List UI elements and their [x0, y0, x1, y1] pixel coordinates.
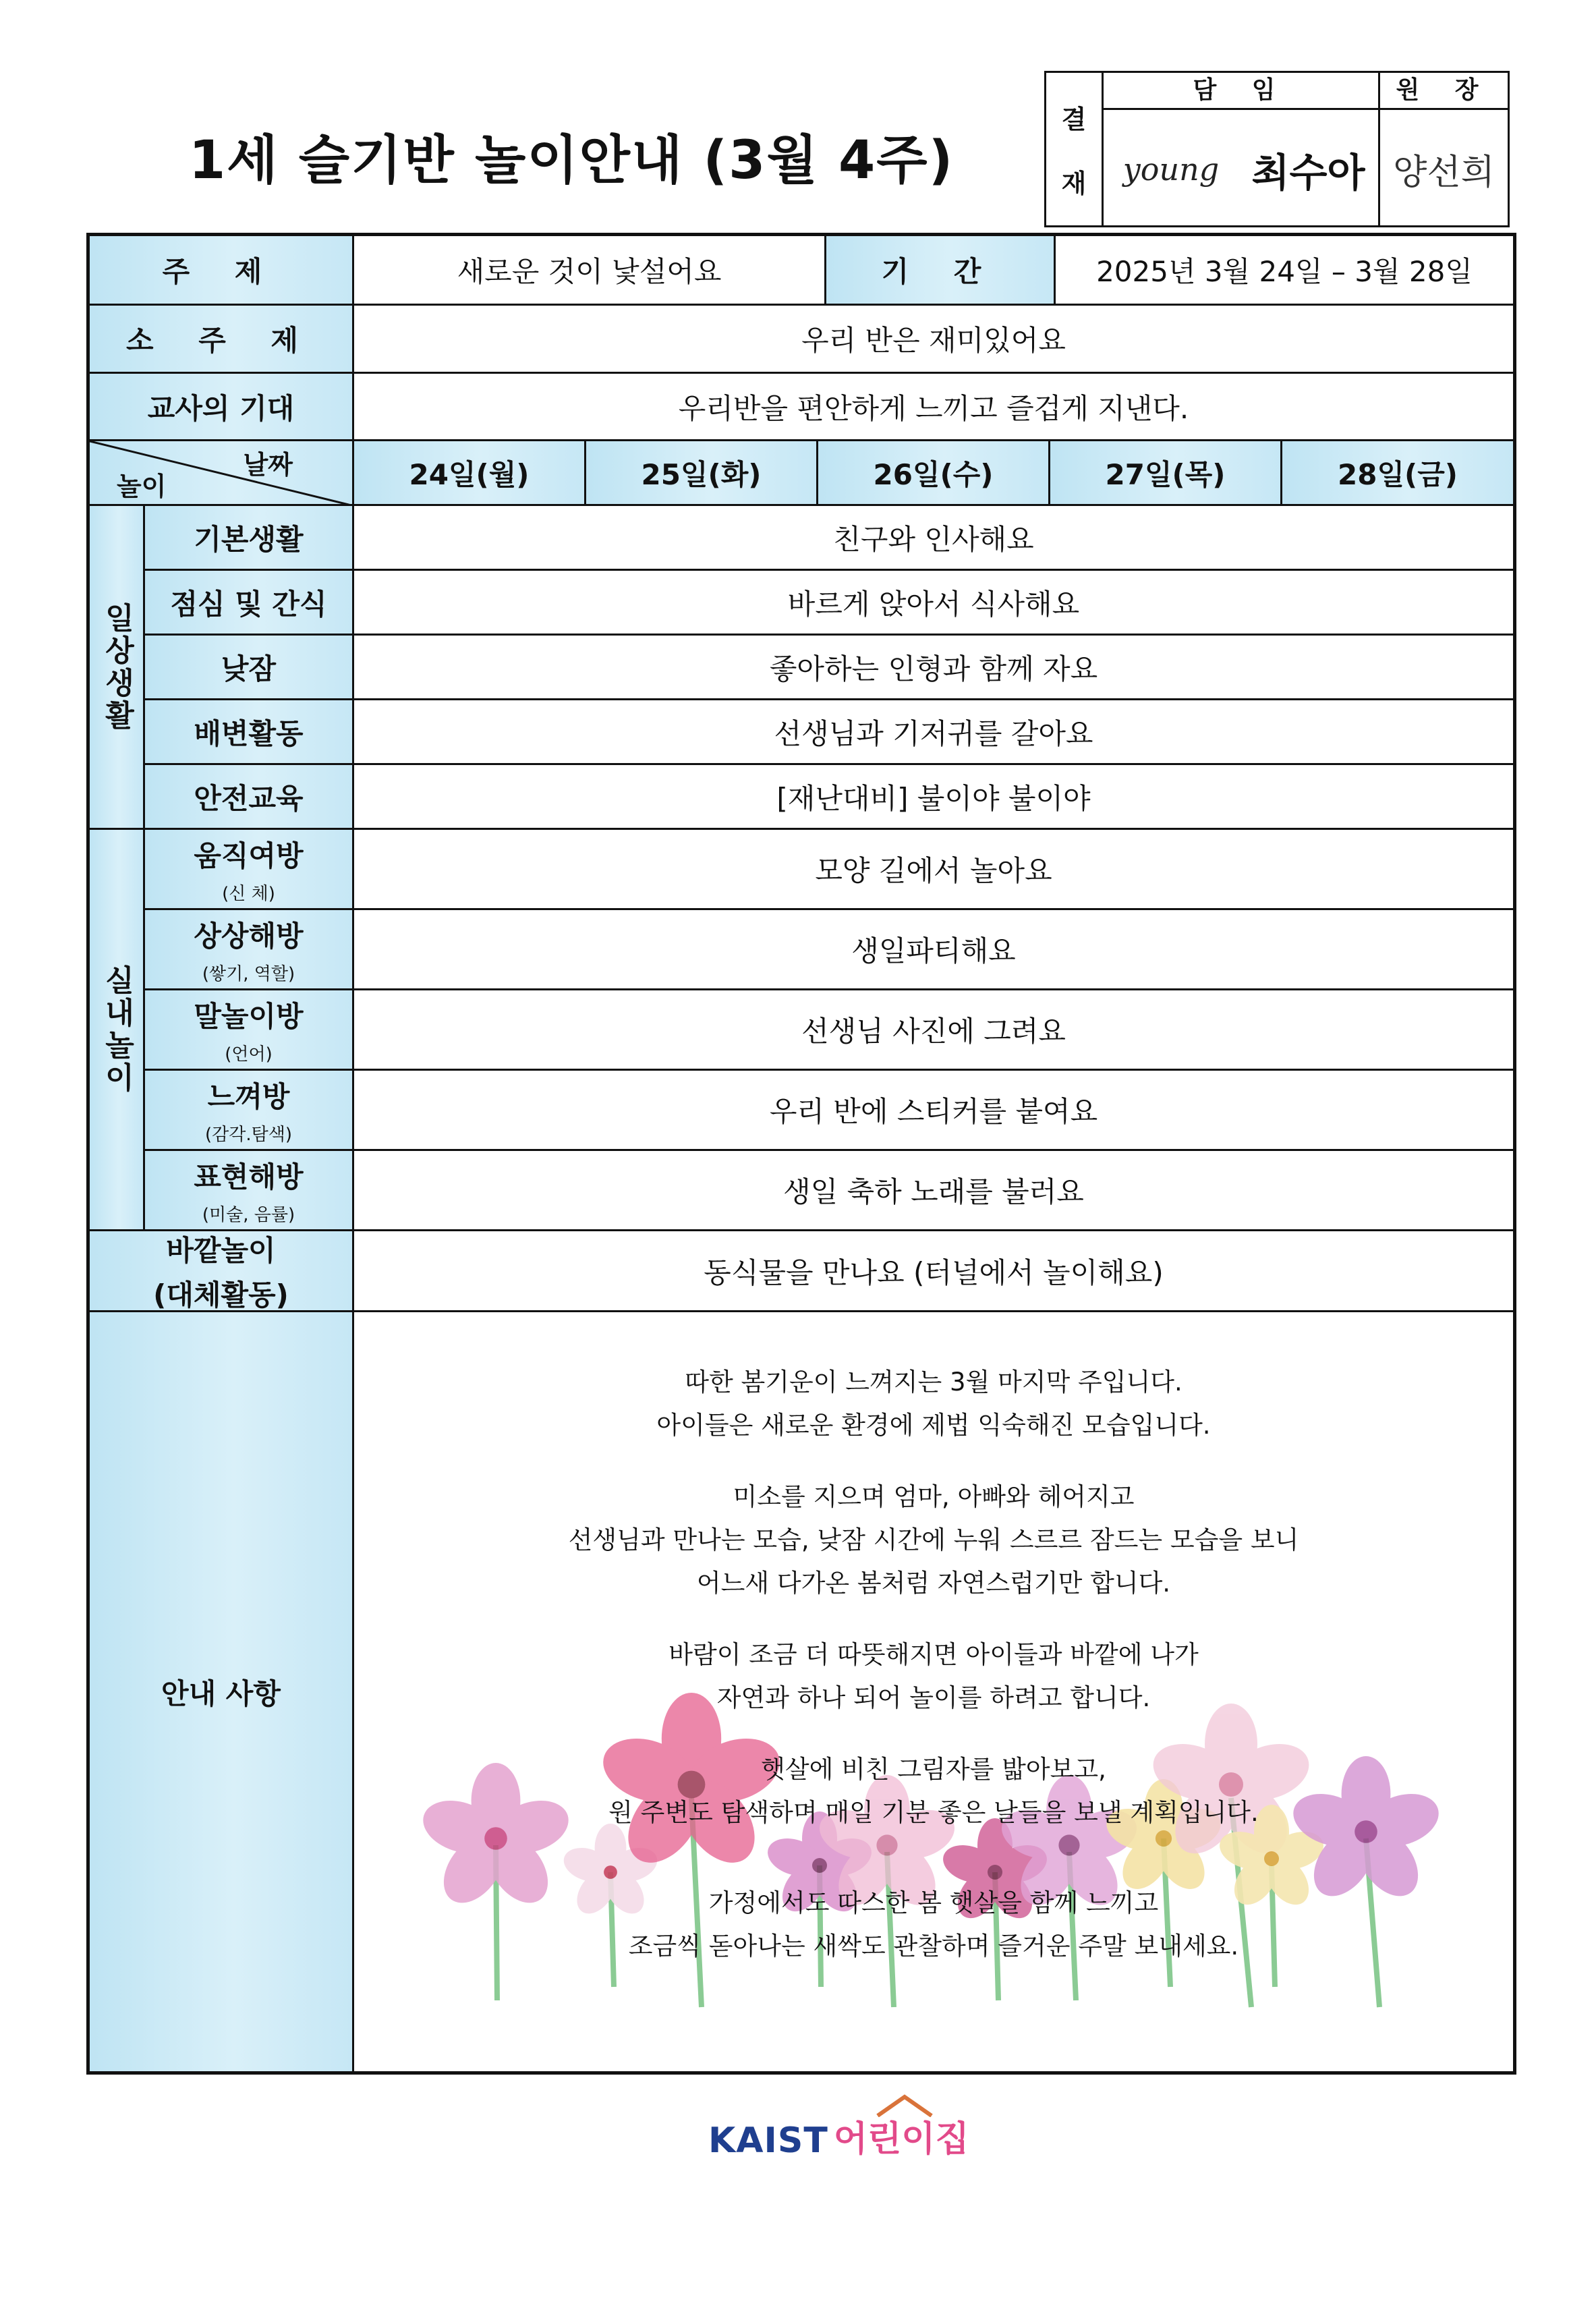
notice-line: 선생님과 만나는 모습, 낮잠 시간에 누워 스르르 잠드는 모습을 보니	[568, 1525, 1299, 1554]
daily-row-value: [재난대비] 불이야 불이야	[354, 765, 1513, 830]
daily-row-label: 낮잠	[145, 636, 354, 700]
outdoor-label	[90, 1231, 354, 1312]
logo-daycare-text	[834, 2110, 969, 2161]
date-corner-cell	[90, 441, 354, 506]
indoor-row-label	[145, 990, 354, 1071]
approval-label-bottom: 재	[1061, 169, 1087, 198]
indoor-row-label	[145, 830, 354, 910]
period-label: 기 간	[826, 236, 1056, 306]
day-header-wed: 26일(수)	[818, 441, 1050, 506]
notice-line: 햇살에 비친 그림자를 밟아보고,	[761, 1755, 1106, 1784]
notice-line: 조금씩 돋아나는 새싹도 관찰하며 즐거운 주말 보내세요.	[628, 1932, 1239, 1961]
daily-row-value: 선생님과 기저귀를 갈아요	[354, 700, 1513, 765]
indoor-row-value: 선생님 사진에 그려요	[354, 990, 1513, 1071]
indoor-room-name: 움직여방	[194, 839, 304, 872]
corner-date-label: 날짜	[243, 450, 293, 480]
indoor-room-name: 표현해방	[194, 1160, 304, 1193]
corner-play-label: 놀이	[117, 472, 167, 501]
expectation-value: 우리반을 편안하게 느끼고 즐겁게 지낸다.	[354, 374, 1513, 441]
indoor-row-value: 모양 길에서 놀아요	[354, 830, 1513, 910]
indoor-room-sub: (감각.탐색)	[204, 1124, 293, 1145]
daily-row-label: 안전교육	[145, 765, 354, 830]
signature-teacher-2: 최수아	[1251, 149, 1365, 196]
kaist-daycare-logo	[708, 2110, 969, 2161]
indoor-room-sub: (미술, 음률)	[202, 1204, 295, 1225]
day-header-tue: 25일(화)	[586, 441, 818, 506]
notice-text	[354, 1361, 1513, 1996]
period-value: 2025년 3월 24일 – 3월 28일	[1056, 236, 1513, 306]
schedule-table	[86, 233, 1516, 2075]
indoor-play-group-label	[90, 830, 145, 1231]
indoor-room-sub: (쌓기, 역할)	[202, 963, 295, 984]
homeroom-header: 담 임	[1104, 73, 1378, 110]
indoor-row-label	[145, 1151, 354, 1231]
theme-value: 새로운 것이 낯설어요	[354, 236, 826, 306]
outdoor-label-line2: (대체활동)	[153, 1278, 289, 1312]
indoor-room-name: 말놀이방	[194, 999, 304, 1033]
notice-line: 가정에서도 따스한 봄 햇살을 함께 느끼고	[708, 1888, 1159, 1917]
notice-line: 아이들은 새로운 환경에 제법 익숙해진 모습입니다.	[656, 1411, 1211, 1440]
notice-line: 바람이 조금 더 따뜻해지면 아이들과 바깥에 나가	[668, 1640, 1199, 1669]
notice-line: 미소를 지으며 엄마, 아빠와 헤어지고	[733, 1482, 1135, 1511]
indoor-play-text: 실내놀이	[99, 965, 134, 1094]
approval-box	[1044, 71, 1510, 227]
day-header-thu: 27일(목)	[1050, 441, 1282, 506]
outdoor-label-line1: 바깥놀이	[166, 1233, 276, 1267]
signature-director: 양선희	[1393, 152, 1495, 193]
notice-line: 자연과 하나 되어 놀이를 하려고 합니다.	[716, 1683, 1151, 1712]
indoor-room-sub: (신 체)	[222, 883, 275, 904]
approval-label-top: 결	[1061, 105, 1087, 134]
indoor-row-value: 생일 축하 노래를 불러요	[354, 1151, 1513, 1231]
notice-line: 따한 봄기운이 느껴지는 3월 마지막 주입니다.	[685, 1368, 1182, 1397]
subtheme-value: 우리 반은 재미있어요	[354, 306, 1513, 374]
daily-row-label: 점심 및 간식	[145, 571, 354, 636]
day-header-fri: 28일(금)	[1282, 441, 1513, 506]
page-title: 1세 슬기반 놀이안내 (3월 4주)	[189, 130, 954, 191]
indoor-room-sub: (언어)	[225, 1044, 273, 1065]
indoor-row-value: 생일파티해요	[354, 910, 1513, 990]
daily-row-value: 친구와 인사해요	[354, 506, 1513, 571]
notice-line: 어느새 다가온 봄처럼 자연스럽기만 합니다.	[696, 1569, 1171, 1598]
notice-line: 원 주변도 탐색하며 매일 기분 좋은 날들을 보낼 계획입니다.	[608, 1798, 1259, 1827]
indoor-room-name: 느껴방	[207, 1079, 290, 1113]
indoor-room-name: 상상해방	[194, 919, 304, 953]
approval-label	[1046, 73, 1102, 225]
notice-content	[354, 1312, 1513, 2071]
expectation-label: 교사의 기대	[90, 374, 354, 441]
daily-life-text: 일상생활	[99, 602, 134, 732]
subtheme-label: 소 주 제	[90, 306, 354, 374]
logo-kaist-text: KAIST	[708, 2120, 828, 2161]
notice-label: 안내 사항	[90, 1312, 354, 2071]
indoor-row-label	[145, 1071, 354, 1151]
daily-row-value: 바르게 앉아서 식사해요	[354, 571, 1513, 636]
theme-label: 주 제	[90, 236, 354, 306]
indoor-row-value: 우리 반에 스티커를 붙여요	[354, 1071, 1513, 1151]
indoor-row-label	[145, 910, 354, 990]
daily-row-label: 배변활동	[145, 700, 354, 765]
daily-row-value: 좋아하는 인형과 함께 자요	[354, 636, 1513, 700]
signature-teacher-1: young	[1122, 150, 1220, 188]
daily-row-label: 기본생활	[145, 506, 354, 571]
outdoor-value: 동식물을 만나요 (터널에서 놀이해요)	[354, 1231, 1513, 1312]
day-header-mon: 24일(월)	[354, 441, 586, 506]
daily-life-group-label	[90, 506, 145, 830]
house-roof-icon	[874, 2094, 935, 2117]
logo-daycare-label: 어린이집	[833, 2119, 969, 2160]
director-header: 원 장	[1380, 73, 1508, 110]
